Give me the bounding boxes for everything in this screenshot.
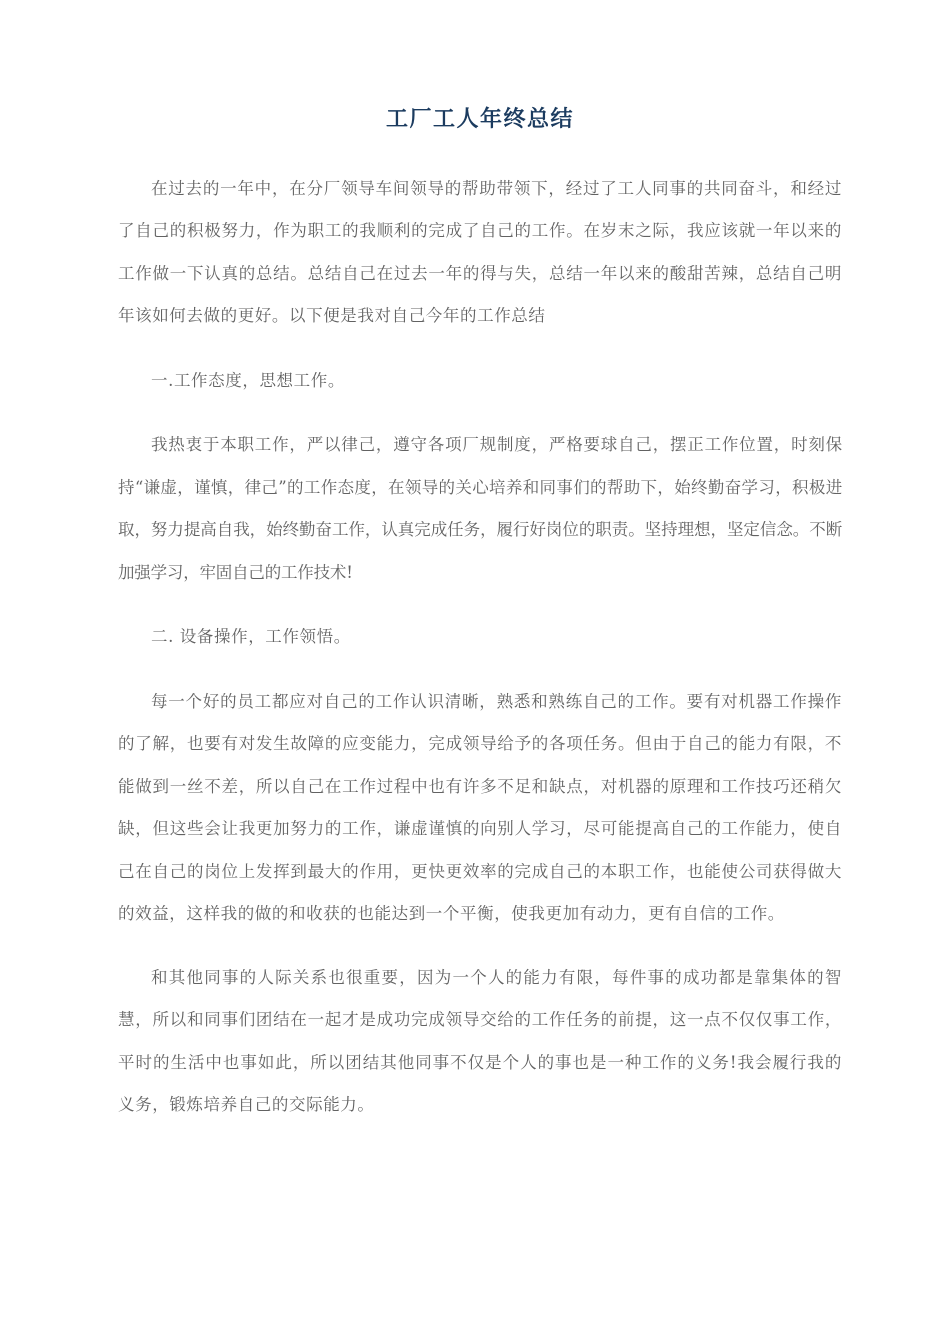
paragraph-section-1-body: 我热衷于本职工作，严以律己，遵守各项厂规制度，严格要球自己，摆正工作位置，时刻保持“谦虚，谨慎，律己”的工作态度，在领导的关心培养和同事们的帮助下，始终勤奋学习，积极进取，努力提高自我，始终勤奋工作，认真完成任务，履行好岗位的职责。坚持理想，坚定信念。不断加强学习，牢固自己的工作技术! (118, 435, 842, 582)
spacer-after-section-2-heading (118, 659, 842, 681)
spacer-before-final-paragraph (118, 936, 842, 957)
paragraph-intro: 在过去的一年中，在分厂领导车间领导的帮助带领下，经过了工人同事的共同奋斗，和经过了自己的积极努力，作为职工的我顺利的完成了自己的工作。在岁末之际，我应该就一年以来的工作做一下认真的总结。总结自己在过去一年的得与失，总结一年以来的酸甜苦辣，总结自己明年该如何去做的更好。以下便是我对自己今年的工作总结 (118, 178, 842, 326)
section-heading-1: 一.工作态度，思想工作。 (151, 370, 345, 390)
paragraph-section-2-body: 每一个好的员工都应对自己的工作认识清晰，熟悉和熟练自己的工作。要有对机器工作操作的了解，也要有对发生故障的应变能力，完成领导给予的各项任务。但由于自己的能力有限，不能做到一丝不差，所以自己在工作过程中也有许多不足和缺点，对机器的原理和工作技巧还稍欠缺，但这些会让我更加努力的工作，谦虚谨慎的向别人学习，尽可能提高自己的工作能力，使自己在自己的岗位上发挥到最大的作用，更快更效率的完成自己的本职工作，也能使公司获得做大的效益，这样我的做的和收获的也能达到一个平衡，使我更加有动力，更有自信的工作。 (118, 691, 842, 924)
document-body (118, 0, 842, 1127)
paragraph-section-2-body-2: 和其他同事的人际关系也很重要，因为一个人的能力有限，每件事的成功都是靠集体的智慧，所以和同事们团结在一起才是成功完成领导交给的工作任务的前提，这一点不仅仅事工作，平时的生活中也事如此，所以团结其他同事不仅是个人的事也是一种工作的义务!我会履行我的义务，锻炼培养自己的交际能力。 (118, 967, 842, 1115)
spacer-before-section-1 (118, 338, 842, 360)
spacer-before-section-2 (118, 594, 842, 616)
page-title: 工厂工人年终总结 (385, 106, 574, 132)
section-heading-2: 二. 设备操作，工作领悟。 (151, 627, 351, 647)
spacer-after-title (118, 135, 842, 168)
spacer-after-section-1-heading (118, 402, 842, 424)
